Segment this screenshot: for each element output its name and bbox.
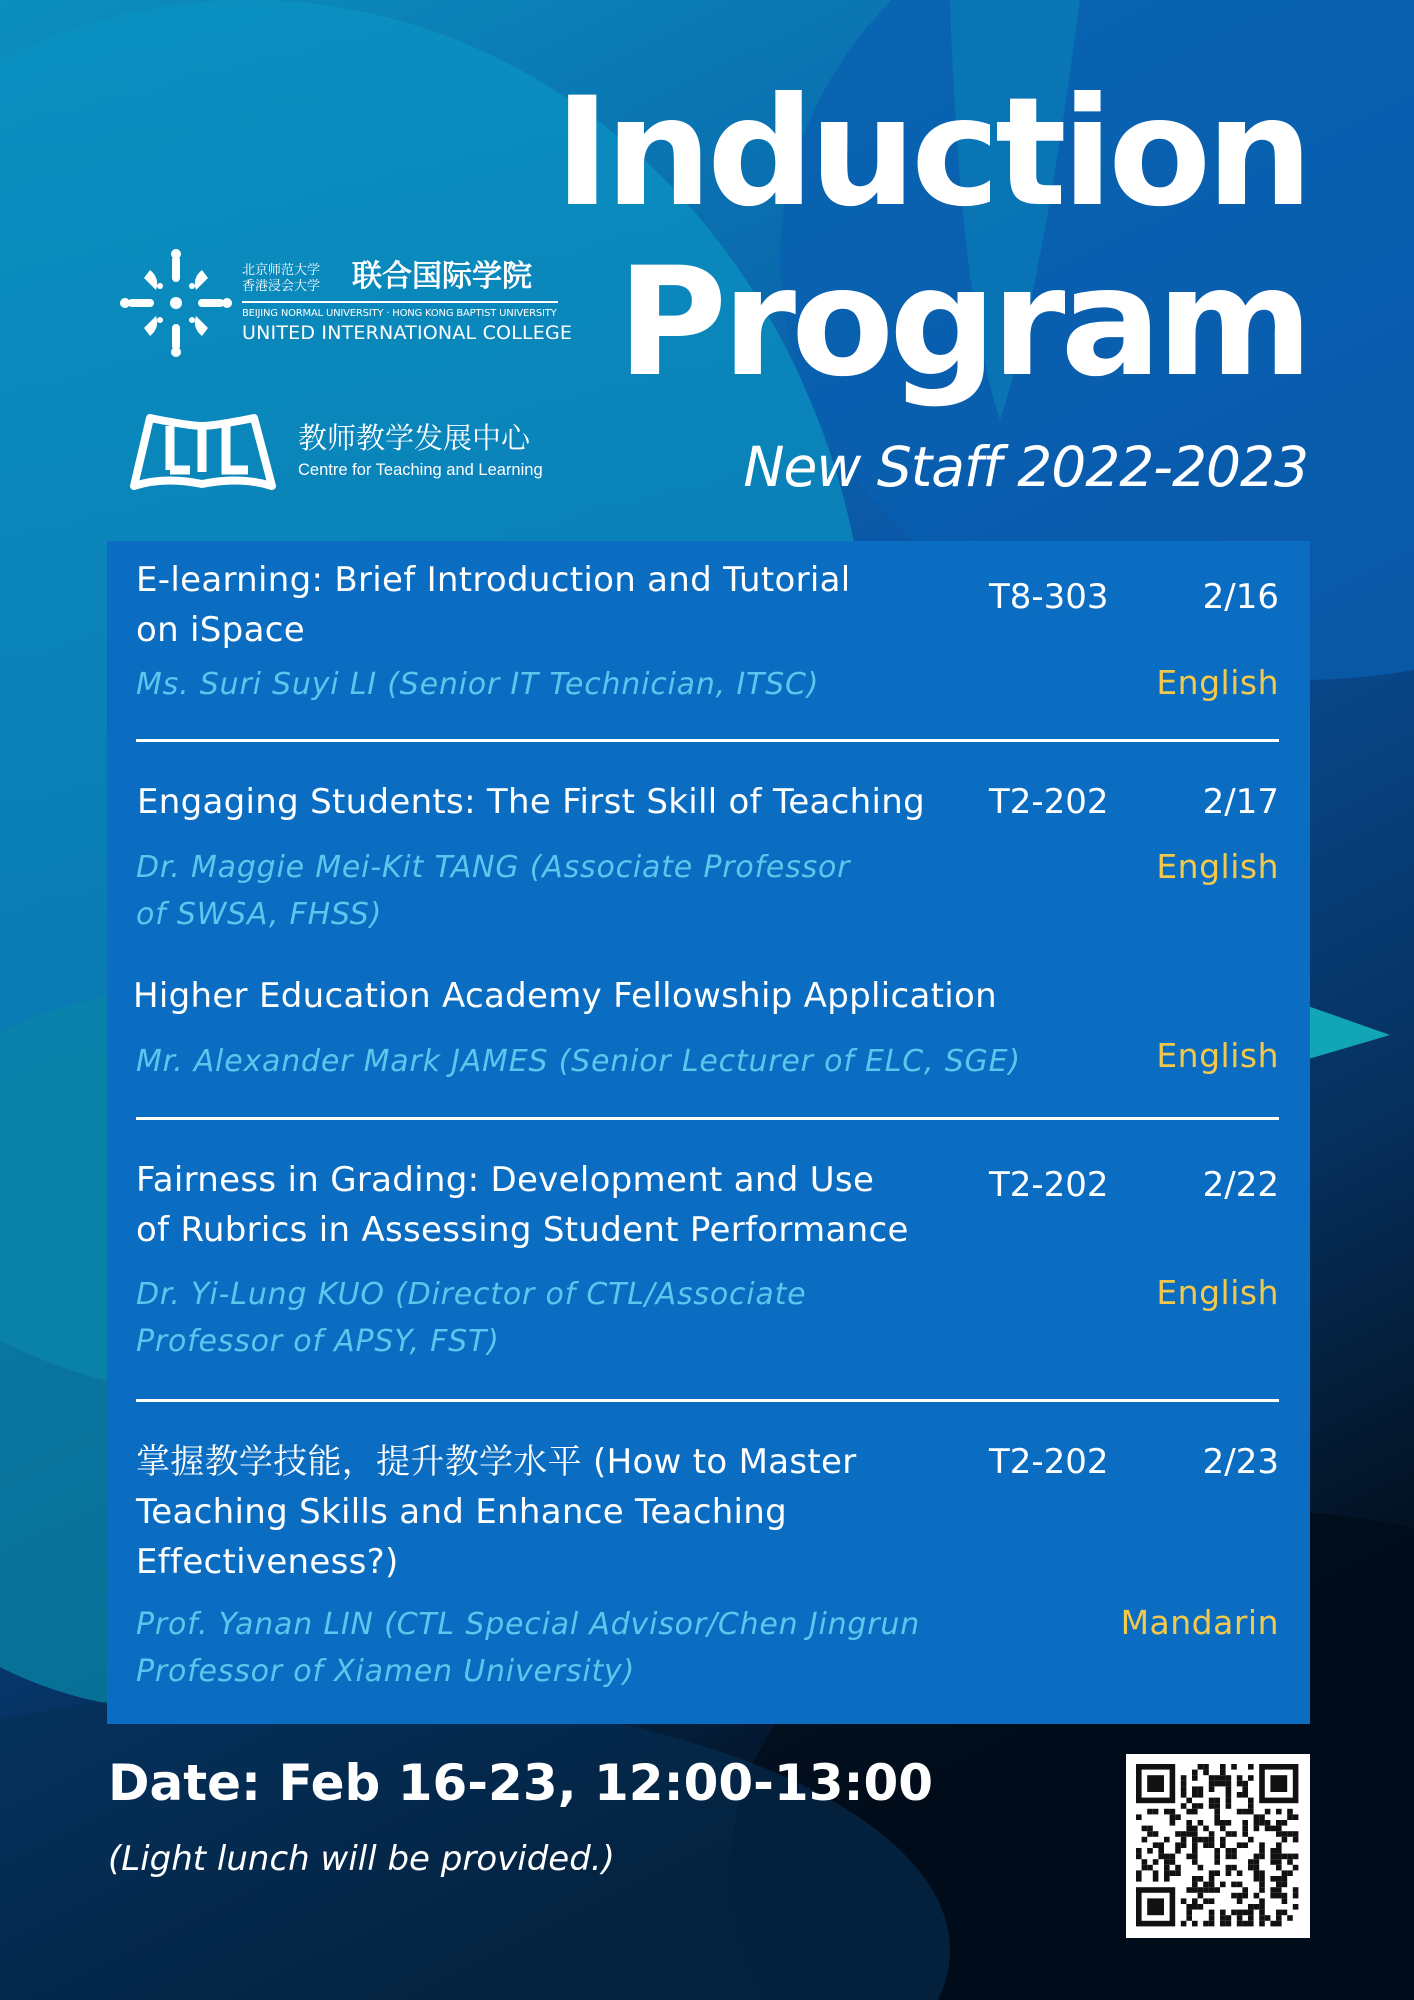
presenter-line: Prof. Yanan LIN (CTL Special Advisor/Chen Jingrun [136, 1607, 921, 1642]
presenter-line: Dr. Maggie Mei-Kit TANG (Associate Professor [136, 850, 851, 885]
session-title [136, 1437, 956, 1587]
title-induction: Induction [554, 66, 1308, 240]
session-divider [136, 1399, 1279, 1402]
presenter-line: Professor of APSY, FST) [136, 1324, 500, 1359]
session-presenter [136, 1271, 976, 1365]
uic-divider [242, 301, 558, 303]
session-presenter [136, 1601, 1036, 1695]
session-language: English [1156, 1036, 1279, 1075]
session-title-line: 掌握教学技能，提升教学水平 (How to Master [136, 1442, 857, 1482]
ctl-en-name: Centre for Teaching and Learning [298, 461, 543, 479]
session-divider [136, 1117, 1279, 1120]
session-presenter [136, 661, 976, 708]
session-title-line: Effectiveness?) [136, 1542, 399, 1582]
session-date: 2/23 [1202, 1442, 1279, 1482]
session-title [136, 555, 956, 655]
session-language: Mandarin [1120, 1603, 1279, 1642]
session-title-line: on iSpace [136, 610, 305, 650]
presenter-line: Dr. Yi-Lung KUO (Director of CTL/Associate [136, 1277, 807, 1312]
event-date-time: Date: Feb 16-23, 12:00-13:00 [108, 1754, 934, 1812]
presenter-line: Mr. Alexander Mark JAMES (Senior Lecturer of ELC, SGE) [136, 1044, 1021, 1079]
presenter-line: Professor of Xiamen University) [136, 1654, 636, 1689]
session-room: T2-202 [989, 782, 1109, 822]
session-room: T2-202 [989, 1442, 1109, 1482]
session-language: English [1156, 1273, 1279, 1312]
session-title [136, 1155, 986, 1255]
subtitle: New Staff 2022-2023 [743, 435, 1308, 499]
ctl-logo [130, 410, 570, 500]
session-date: 2/22 [1202, 1165, 1279, 1205]
session-title-line: Fairness in Grading: Development and Use [136, 1160, 875, 1200]
session-divider [136, 739, 1279, 742]
session-title-line: Higher Education Academy Fellowship Application [133, 976, 997, 1016]
session-presenter [136, 844, 976, 938]
session-title-line: E-learning: Brief Introduction and Tutorial [136, 560, 851, 600]
presenter-line: of SWSA, FHSS) [136, 897, 383, 932]
session-title-line: Engaging Students: The First Skill of Teaching [137, 782, 925, 822]
session-language: English [1156, 847, 1279, 886]
uic-en-small: BEIJING NORMAL UNIVERSITY · HONG KONG BAPTIST UNIVERSITY [242, 308, 557, 319]
uic-emblem-icon [120, 248, 232, 358]
session-room: T2-202 [989, 1165, 1109, 1205]
uic-cn-line2: 香港浸会大学 [242, 279, 321, 294]
session-date: 2/16 [1202, 577, 1279, 617]
schedule-panel [107, 541, 1310, 1724]
ctl-emblem-icon [130, 410, 276, 490]
session-date: 2/17 [1202, 782, 1279, 822]
title-program: Program [617, 236, 1308, 410]
lunch-note: (Light lunch will be provided.) [108, 1839, 615, 1879]
ctl-cn-name: 教师教学发展中心 [298, 421, 531, 455]
session-presenter [136, 1038, 1036, 1085]
uic-cn-main: 联合国际学院 [352, 259, 532, 294]
uic-en-main: UNITED INTERNATIONAL COLLEGE [242, 322, 573, 344]
session-language: English [1156, 663, 1279, 702]
uic-cn-line1: 北京师范大学 [242, 263, 321, 278]
session-title [137, 777, 987, 827]
presenter-line: Ms. Suri Suyi LI (Senior IT Technician, ITSC) [136, 667, 820, 702]
uic-logo [120, 248, 573, 358]
qr-code-icon [1126, 1754, 1310, 1938]
session-title-line: Teaching Skills and Enhance Teaching [136, 1492, 788, 1532]
session-title [133, 971, 1033, 1021]
session-title-line: of Rubrics in Assessing Student Performance [136, 1210, 909, 1250]
registration-qr-code[interactable] [1126, 1754, 1310, 1938]
session-room: T8-303 [989, 577, 1109, 617]
